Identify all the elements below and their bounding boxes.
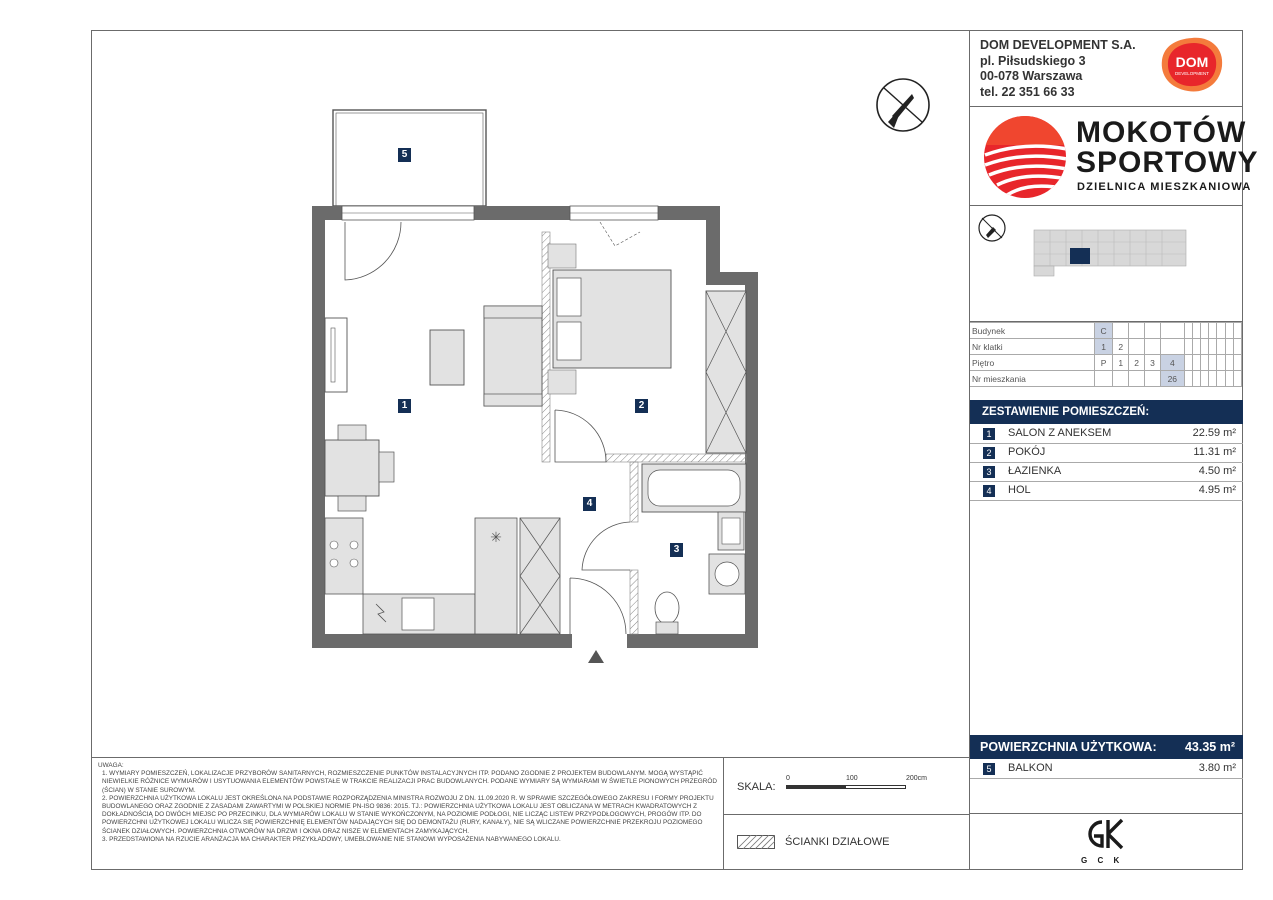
dom-logo-text: DOM: [1175, 54, 1209, 70]
location-cell: [1209, 371, 1217, 387]
dining-table: [325, 440, 379, 496]
location-cell: [1113, 371, 1129, 387]
balcony-number: 5: [983, 763, 995, 775]
location-cell: [1233, 339, 1241, 355]
note-item: 3. PRZEDSTAWIONA NA RZUCIE ARANŻACJA MA CHARAKTER PRZYKŁADOWY, UMEBLOWANIE NIE STANOWI WYPOSAŻENIA NABYWANEGO LOKALU.: [102, 835, 561, 843]
room-number: 3: [983, 466, 995, 478]
gck-logo-icon: [1078, 818, 1138, 856]
location-cell: [1217, 339, 1225, 355]
location-cell: [1209, 339, 1217, 355]
location-cell: [1145, 323, 1161, 339]
company-info: [980, 38, 1136, 100]
location-cell: [1201, 371, 1209, 387]
location-cell: [1225, 323, 1233, 339]
note-item: 1. WYMIARY POMIESZCZEŃ, LOKALIZACJE PRZYBORÓW SANITARNYCH, ROZMIESZCZENIE PUNKTÓW INSTALACYJNYCH ITP. PODANO ZGODNIE Z PROJEKTEM BUDOWLANYM. MOGĄ WYSTĄPIĆ NIEWIELKIE RÓŻNICE WYMIARÓW I USYTUOWANIA ELEMENTÓW POWSTAŁE W TRAKCIE REALIZACJI PRAC BUDOWLANYCH. PODANE WYMIARY SĄ WYMIARAMI W ŚWIETLE PIONOWYCH PRZEGRÓD (ŚCIAN) W STANIE SUROWYM.: [102, 770, 717, 794]
scale-bar: [786, 785, 906, 789]
location-cell: [1209, 355, 1217, 371]
notes-divider: [91, 757, 969, 758]
location-cell: [1217, 355, 1225, 371]
scale-tick-0: 0: [786, 775, 790, 782]
location-cell: [1192, 323, 1200, 339]
location-cell: [1160, 323, 1184, 339]
room-row: [970, 425, 1243, 444]
svg-text:✳: ✳: [490, 530, 502, 546]
notes-block: [98, 762, 718, 844]
balcony-door-swing: [345, 222, 401, 280]
location-cell: 1: [1095, 339, 1113, 355]
room-number: 1: [983, 428, 995, 440]
scale-tick-100: 100: [846, 775, 858, 782]
location-cell: [1184, 355, 1192, 371]
room-name: SALON Z ANEKSEM: [1008, 427, 1112, 439]
location-cell: [1113, 323, 1129, 339]
balcony-name: BALKON: [1008, 762, 1053, 774]
location-cell: [1192, 339, 1200, 355]
location-cell: 2: [1113, 339, 1129, 355]
company-name: DOM DEVELOPMENT S.A.: [980, 38, 1136, 52]
hallway-wardrobe: [520, 518, 560, 634]
location-cell: 26: [1160, 371, 1184, 387]
location-cell: 3: [1145, 355, 1161, 371]
location-cell: [1225, 355, 1233, 371]
location-row-label: Nr klatki: [970, 339, 1095, 355]
room-name: POKÓJ: [1008, 446, 1046, 458]
room-area: 11.31 m²: [1193, 446, 1236, 458]
location-row-label: Piętro: [970, 355, 1095, 371]
room-name: HOL: [1008, 484, 1031, 496]
location-row-label: Budynek: [970, 323, 1095, 339]
floor-plan: [300, 100, 770, 670]
project-title-line1: MOKOTÓW: [1076, 116, 1247, 149]
entrance-arrow-icon: [588, 650, 604, 663]
room-area: 22.59 m²: [1192, 427, 1236, 439]
usable-area-label: POWIERZCHNIA UŻYTKOWA:: [980, 740, 1157, 754]
company-address-city: 00-078 Warszawa: [980, 69, 1083, 83]
room-area: 4.50 m²: [1198, 465, 1236, 477]
scale-label: SKALA:: [737, 781, 776, 793]
usable-area-bar: [970, 735, 1243, 759]
room-name: ŁAZIENKA: [1008, 465, 1062, 477]
location-cell: [1145, 371, 1161, 387]
rooms-header: ZESTAWIENIE POMIESZCZEŃ:: [970, 400, 1243, 424]
toilet: [655, 592, 679, 624]
sofa: [484, 306, 542, 406]
kitchen-sink: [402, 598, 434, 630]
room-row: [970, 444, 1243, 463]
panel-sep: [969, 106, 1243, 107]
location-cell: 1: [1113, 355, 1129, 371]
panel-sep: [969, 205, 1243, 206]
mokotow-sportowy-logo-icon: [983, 115, 1067, 199]
tv-stand: [325, 318, 347, 392]
room-row: [970, 463, 1243, 482]
balcony-row: [970, 760, 1243, 779]
room-area: 4.95 m²: [1198, 484, 1236, 496]
apartment-highlight: [1070, 248, 1090, 264]
location-cell: [1129, 339, 1145, 355]
note-item: 2. POWIERZCHNIA UŻYTKOWA LOKALU JEST OKREŚLONA NA PODSTAWIE ROZPORZĄDZENIA MINISTRA ROZWOJU Z DN. 11.09.2020 R. W SPRAWIE SZCZEGÓŁOWEGO ZAKRESU I FORMY PROJEKTU BUDOWLANEGO ORAZ ZGODNIE Z ZASADAMI ZAWARTYMI W POLSKIEJ NORMIE PN-ISO 9836: 2015. TJ.: POWIERZCHNIA UŻYTKOWA LOKALU JEST OBLICZANA W METRACH KWADRATOWYCH Z DOKŁADNOŚCIĄ DO DWÓCH MIEJSC PO PRZECINKU, DLA WYMIARÓW LOKALU W STANIE WYKOŃCZONYM, NA POZIOMIE PODŁOGI, NIE LICZĄC LISTEW PRZYPODŁOGOWYCH, PROGÓW ITP. DO POWIERZCHNI UŻYTKOWEJ LOKALU WLICZA SIĘ POWIERZCHNIĘ ELEMENTÓW NADAJĄCYCH SIĘ DO DEMONTAŻU (RURY, KANAŁY), NIE SĄ WLICZANE POWIERZCHNIE PRZEKROJU POZIOMEGO ŚCIANEK DZIAŁOWYCH. POWIERZCHNIA OTWORÓW NA DRZWI I OKNA ORAZ NISZE W ELEMENTACH ZAMYKAJĄCYCH.: [102, 794, 714, 835]
company-address-street: pl. Piłsudskiego 3: [980, 53, 1086, 68]
location-cell: [1233, 371, 1241, 387]
location-row: [970, 371, 1242, 387]
location-cell: [1192, 371, 1200, 387]
plan-label-balcony: 5: [398, 148, 411, 162]
location-row-label: Nr mieszkania: [970, 371, 1095, 387]
plan-label-bathroom: 3: [670, 543, 683, 557]
room-number: 4: [983, 485, 995, 497]
legend-divider: [723, 814, 969, 815]
project-title-line2: SPORTOWY: [1076, 146, 1259, 179]
partition-hatch-icon: [737, 835, 775, 849]
location-cell: [1217, 323, 1225, 339]
small-compass-icon: [977, 213, 1007, 243]
room-number: 2: [983, 447, 995, 459]
location-cell: [1184, 371, 1192, 387]
location-cell: [1129, 371, 1145, 387]
project-subtitle: DZIELNICA MIESZKANIOWA: [1077, 181, 1252, 193]
location-cell: [1129, 323, 1145, 339]
location-cell: [1201, 323, 1209, 339]
compass-north-icon: [874, 76, 932, 134]
location-cell: P: [1095, 355, 1113, 371]
location-cell: C: [1095, 323, 1113, 339]
location-cell: [1201, 355, 1209, 371]
location-cell: [1209, 323, 1217, 339]
cooktop: [325, 518, 363, 594]
usable-area-value: 43.35 m²: [1184, 740, 1235, 754]
partition-wall: [630, 462, 638, 522]
location-cell: [1184, 323, 1192, 339]
location-cell: [1233, 355, 1241, 371]
location-cell: [1233, 323, 1241, 339]
location-cell: [1201, 339, 1209, 355]
dom-development-logo: [1158, 36, 1226, 94]
plan-label-hall: 4: [583, 497, 596, 511]
location-cell: [1160, 339, 1184, 355]
location-row: [970, 339, 1242, 355]
location-row: [970, 355, 1242, 371]
partition-wall: [630, 570, 638, 634]
plan-label-living-room: 1: [398, 399, 411, 413]
location-cell: [1184, 339, 1192, 355]
location-cell: [1145, 339, 1161, 355]
room-row: [970, 482, 1243, 501]
plan-label-bedroom: 2: [635, 399, 648, 413]
company-phone: tel. 22 351 66 33: [980, 84, 1075, 99]
wardrobe: [706, 291, 746, 453]
coffee-table: [430, 330, 464, 385]
location-cell: [1225, 339, 1233, 355]
gck-letters: G C K: [1081, 856, 1124, 865]
balcony-area: 3.80 m²: [1198, 762, 1236, 774]
partition-wall: [606, 454, 746, 462]
legend-label: ŚCIANKI DZIAŁOWE: [785, 836, 890, 848]
location-cell: [1192, 355, 1200, 371]
panel-sep: [969, 813, 1243, 814]
location-cell: [1225, 371, 1233, 387]
scale-tick-200: 200cm: [906, 775, 928, 782]
location-cell: 4: [1160, 355, 1184, 371]
building-key-plan: [1030, 226, 1190, 278]
location-table: [970, 322, 1242, 387]
dom-logo-subtext: DEVELOPMENT: [1174, 71, 1210, 76]
location-cell: 2: [1129, 355, 1145, 371]
location-row: [970, 323, 1242, 339]
location-cell: [1217, 371, 1225, 387]
notes-title: UWAGA:: [98, 762, 124, 769]
location-cell: [1095, 371, 1113, 387]
